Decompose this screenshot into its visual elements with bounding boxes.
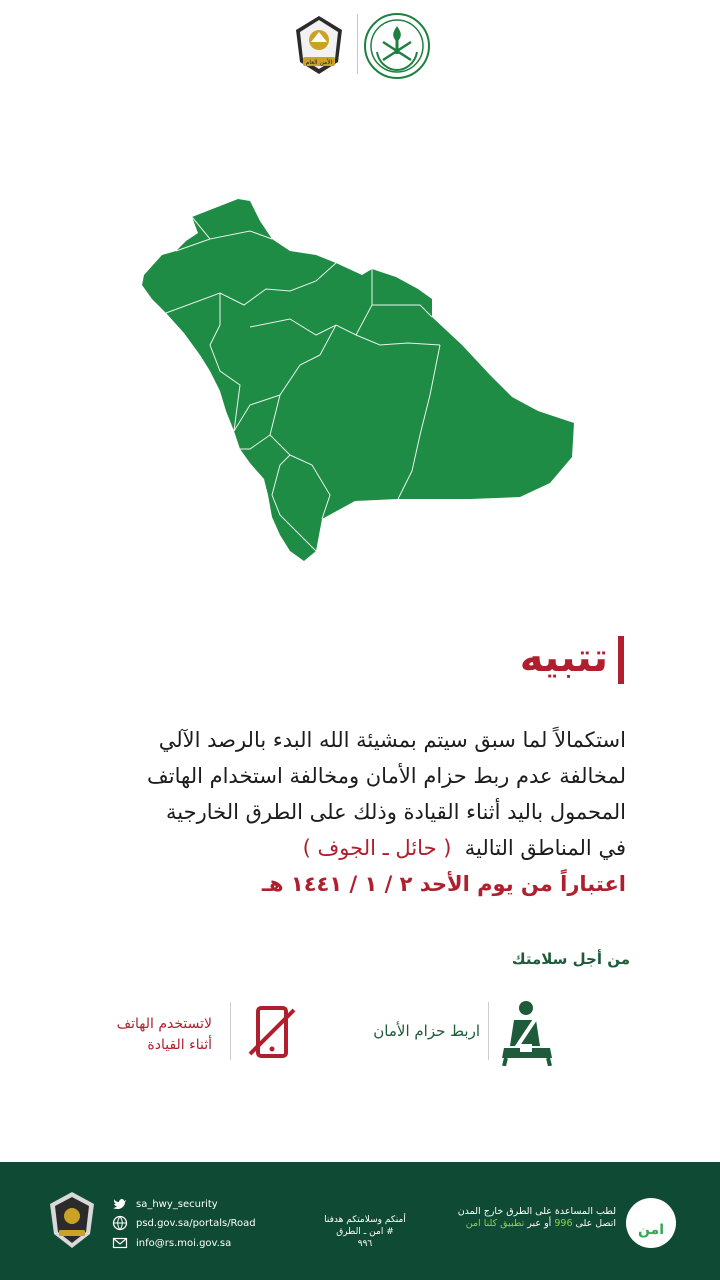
logo-divider: [357, 14, 358, 74]
tip-divider: [488, 1002, 489, 1060]
map-land: [142, 199, 574, 561]
footer-slogan: [300, 1214, 430, 1250]
seatbelt-icon: [496, 998, 558, 1066]
twitter-handle: sa_hwy_security: [136, 1198, 218, 1210]
phone-tip-text: [117, 1014, 212, 1056]
app-logo-text: امن: [637, 1222, 665, 1238]
title-accent-bar: [618, 636, 624, 684]
notice-regions: ( حائل ـ الجوف ): [302, 836, 452, 860]
public-security-logo-text: الأمن العام: [305, 59, 333, 66]
mail-icon: [112, 1235, 128, 1251]
email-address: info@rs.moi.gov.sa: [136, 1237, 232, 1249]
assist-line-2: [432, 1218, 616, 1230]
notice-line-1: استكمالاً لما سبق سيتم بمشيئة الله البدء بالرصد الآلي: [158, 728, 626, 752]
notice-title: تتبيه: [519, 635, 608, 681]
assist-or-text: أو عبر: [527, 1218, 552, 1229]
ministry-emblem-logo: [363, 12, 431, 80]
phone-tip-line-1: لاتستخدم الهاتف: [116, 1016, 212, 1032]
footer-assistance: [432, 1206, 616, 1230]
contact-email[interactable]: [112, 1235, 231, 1251]
assist-call-text: اتصل على: [575, 1218, 616, 1229]
slogan-line-2: # امن ـ الطرق: [336, 1227, 394, 1237]
assist-number[interactable]: 996: [554, 1218, 573, 1229]
saudi-arabia-map: [140, 195, 585, 565]
safety-label: من أجل سلامتك: [511, 950, 630, 968]
twitter-icon: [112, 1196, 128, 1212]
notice-line-4: [66, 830, 626, 866]
notice-body: [66, 722, 626, 902]
notice-line-3: المحمول باليد أثناء القيادة وذلك على الطرق الخارجية: [166, 800, 626, 824]
assist-line-1: لطب المساعدة على الطرق خارج المدن: [457, 1206, 616, 1217]
notice-line-2: لمخالفة عدم ربط حزام الأمان ومخالفة استخدام الهاتف: [147, 764, 626, 788]
phone-tip-line-2: أثناء القيادة: [147, 1037, 212, 1053]
no-phone-icon: [244, 1004, 300, 1060]
notice-date: اعتباراً من يوم الأحد ٢ / ١ / ١٤٤١ هـ: [261, 872, 626, 896]
contact-twitter[interactable]: [112, 1196, 218, 1212]
seatbelt-tip-text: اربط حزام الأمان: [373, 1022, 480, 1040]
assist-app-name[interactable]: تطبيق كلنا امن: [465, 1218, 525, 1229]
footer-security-badge: [44, 1190, 100, 1252]
public-security-logo: [286, 12, 352, 78]
tip-divider: [230, 1002, 231, 1060]
notice-line-4-prefix: في المناطق التالية: [464, 836, 626, 860]
slogan-line-3: ٩٩٦: [357, 1239, 373, 1249]
website-link: psd.gov.sa/portals/Road: [136, 1217, 256, 1229]
slogan-line-1: أمنكم وسلامتكم هدفنا: [324, 1215, 406, 1225]
globe-icon: [112, 1215, 128, 1231]
contact-website[interactable]: [112, 1215, 256, 1231]
